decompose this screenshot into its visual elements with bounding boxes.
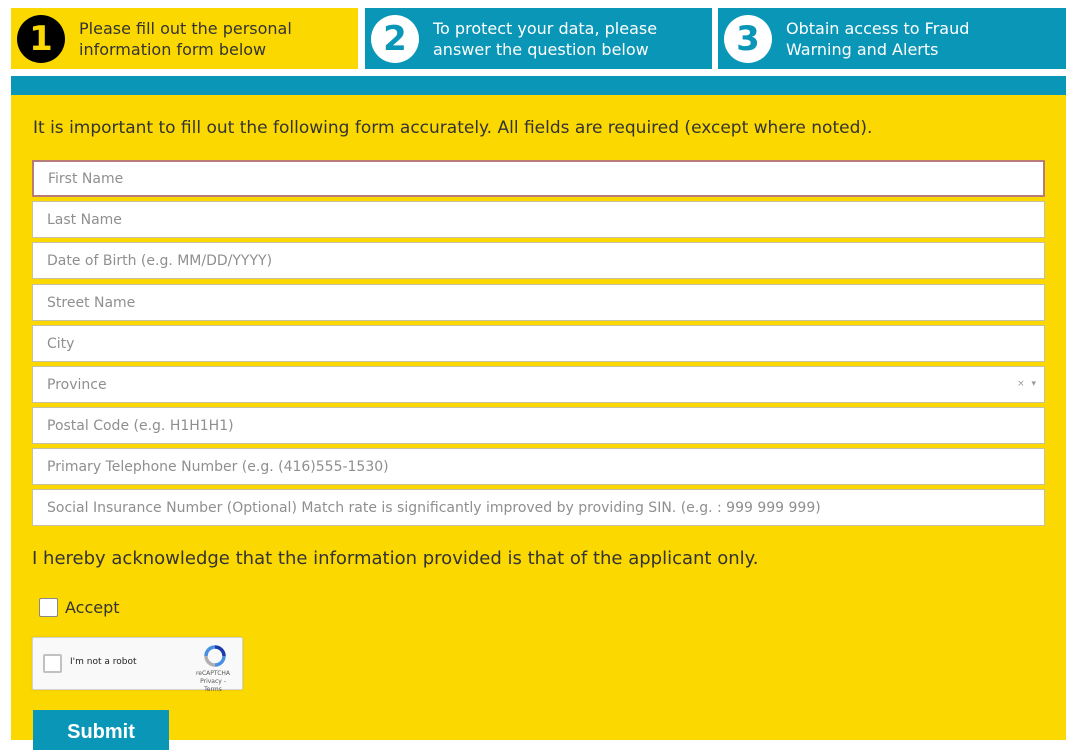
step-indicator [11,8,1066,69]
street-name-input[interactable] [32,284,1045,321]
city-placeholder: City [47,335,75,352]
last-name-placeholder: Last Name [47,211,122,228]
recaptcha-widget [32,637,243,693]
accept-checkbox[interactable] [39,598,58,617]
province-select[interactable] [32,366,1045,403]
step-3 [718,8,1066,69]
postal-code-input[interactable] [32,407,1045,444]
accept-label[interactable]: Accept [65,598,120,617]
recaptcha-label: I'm not a robot [70,657,137,667]
primary-phone-input[interactable] [32,448,1045,485]
recaptcha-logo-icon [201,644,229,668]
step-3-text: Obtain access to Fraud Warning and Alerts [786,18,970,59]
first-name-input[interactable] [32,160,1045,197]
date-of-birth-input[interactable] [32,242,1045,279]
step-2 [365,8,712,69]
street-placeholder: Street Name [47,294,136,311]
personal-info-form [11,95,1066,743]
province-placeholder: Province [47,376,107,393]
recaptcha-checkbox[interactable] [43,654,62,673]
city-input[interactable] [32,325,1045,362]
acknowledgement-text: I hereby acknowledge that the information provided is that of the applicant only. [32,548,759,569]
form-intro: It is important to fill out the following form accurately. All fields are required (except where noted). [33,118,873,138]
submit-button[interactable]: Submit [33,710,169,750]
recaptcha-brand: reCAPTCHA Privacy - Terms [192,670,234,694]
sin-input[interactable] [32,489,1045,526]
dob-placeholder: Date of Birth (e.g. MM/DD/YYYY) [47,252,273,269]
clear-dropdown-icon[interactable]: × ▾ [1017,379,1038,389]
postal-placeholder: Postal Code (e.g. H1H1H1) [47,417,234,434]
sin-placeholder: Social Insurance Number (Optional) Match rate is significantly improved by providing SIN. (e.g. : 999 999 999) [47,499,821,516]
step-1 [11,8,358,69]
phone-placeholder: Primary Telephone Number (e.g. (416)555-1530) [47,458,389,475]
step-1-number: 1 [17,15,65,63]
step-1-text: Please fill out the personal information form below [79,18,292,59]
first-name-placeholder: First Name [48,170,124,187]
header-divider-bar [11,76,1066,95]
accept-row[interactable] [39,598,120,617]
last-name-input[interactable] [32,201,1045,238]
recaptcha-links[interactable]: Privacy - Terms [200,678,226,693]
step-2-text: To protect your data, please answer the question below [433,18,658,59]
step-2-number: 2 [371,15,419,63]
step-3-number: 3 [724,15,772,63]
